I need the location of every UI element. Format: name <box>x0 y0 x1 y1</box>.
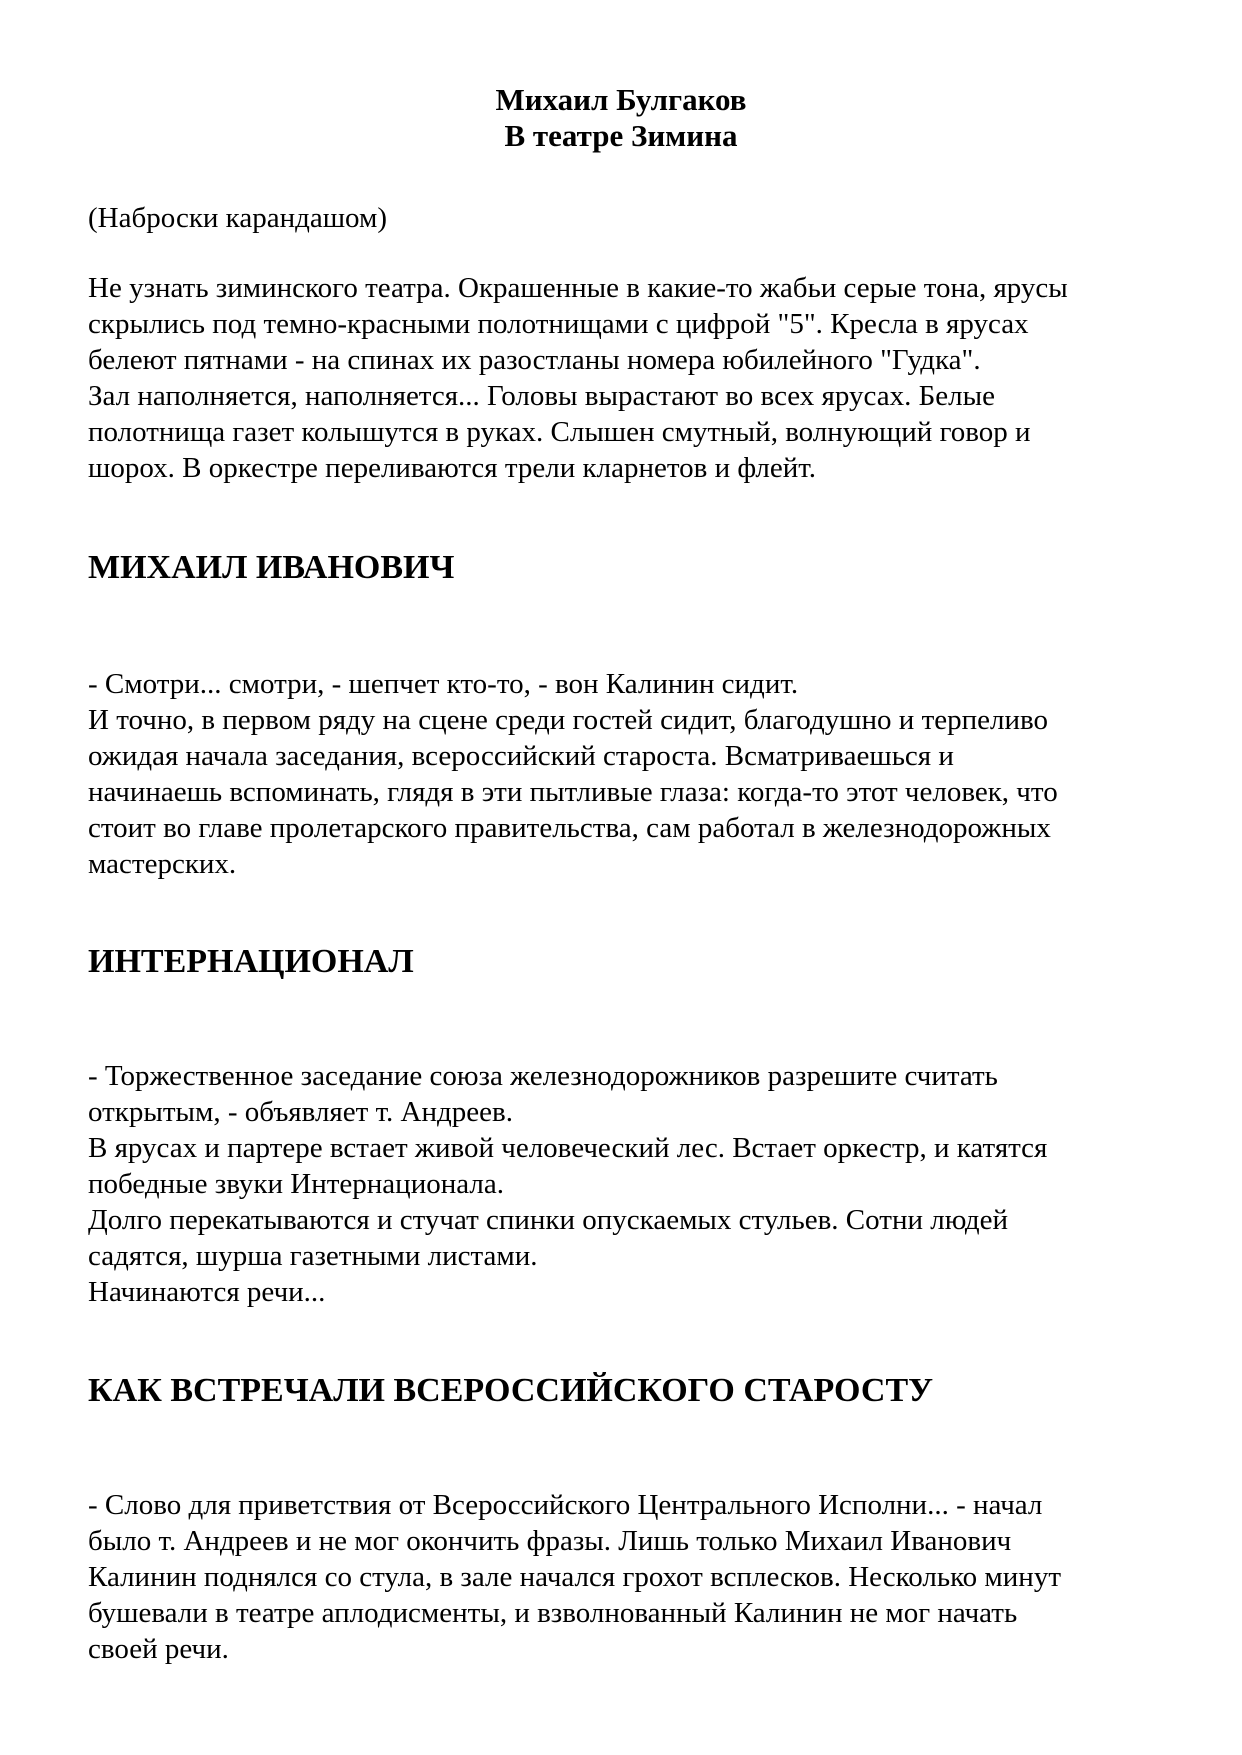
section-line: мастерских. <box>88 848 237 880</box>
section-heading: МИХАИЛ ИВАНОВИЧ <box>88 549 455 586</box>
subtitle: (Наброски карандашом) <box>88 202 388 234</box>
section-line: И точно, в первом ряду на сцене среди гостей сидит, благодушно и терпеливо <box>88 704 1048 736</box>
intro-line: скрылись под темно-красными полотнищами с цифрой "5". Кресла в ярусах <box>88 308 1029 340</box>
section-line: - Слово для приветствия от Всероссийского Центрального Исполни... - начал <box>88 1489 1043 1521</box>
section-line: Долго перекатываются и стучат спинки опускаемых стульев. Сотни людей <box>88 1204 1009 1236</box>
section-line: - Торжественное заседание союза железнодорожников разрешите считать <box>88 1060 998 1092</box>
section-line: победные звуки Интернационала. <box>88 1168 504 1200</box>
section-heading: ИНТЕРНАЦИОНАЛ <box>88 943 414 980</box>
section-line: В ярусах и партере встает живой человеческий лес. Встает оркестр, и катятся <box>88 1132 1048 1164</box>
document-title: В театре Зимина <box>504 118 738 153</box>
section-line: садятся, шурша газетными листами. <box>88 1240 538 1272</box>
section-line: ожидая начала заседания, всероссийский староста. Всматриваешься и <box>88 740 954 772</box>
intro-line: Зал наполняется, наполняется... Головы вырастают во всех ярусах. Белые <box>88 380 995 412</box>
author-name: Михаил Булгаков <box>495 82 747 117</box>
section-line: бушевали в театре аплодисменты, и взволнованный Калинин не мог начать <box>88 1597 1018 1629</box>
section-line: Калинин поднялся со стула, в зале начался грохот всплесков. Несколько минут <box>88 1561 1062 1593</box>
section-line: - Смотри... смотри, - шепчет кто-то, - вон Калинин сидит. <box>88 668 799 700</box>
section-line: начинаешь вспоминать, глядя в эти пытливые глаза: когда-то этот человек, что <box>88 776 1058 808</box>
title-block <box>0 82 1242 154</box>
intro-line: полотнища газет колышутся в руках. Слышен смутный, волнующий говор и <box>88 416 1031 448</box>
section-line: Начинаются речи... <box>88 1276 326 1308</box>
section-line: открытым, - объявляет т. Андреев. <box>88 1096 513 1128</box>
section-line: своей речи. <box>88 1633 229 1665</box>
section-heading: КАК ВСТРЕЧАЛИ ВСЕРОССИЙСКОГО СТАРОСТУ <box>88 1372 934 1409</box>
section-line: было т. Андреев и не мог окончить фразы. Лишь только Михаил Иванович <box>88 1525 1012 1557</box>
section-line: стоит во главе пролетарского правительства, сам работал в железнодорожных <box>88 812 1051 844</box>
intro-line: Не узнать зиминского театра. Окрашенные в какие-то жабьи серые тона, ярусы <box>88 272 1068 304</box>
intro-line: шорох. В оркестре переливаются трели кларнетов и флейт. <box>88 452 817 484</box>
intro-line: белеют пятнами - на спинах их разостланы номера юбилейного "Гудка". <box>88 344 981 376</box>
